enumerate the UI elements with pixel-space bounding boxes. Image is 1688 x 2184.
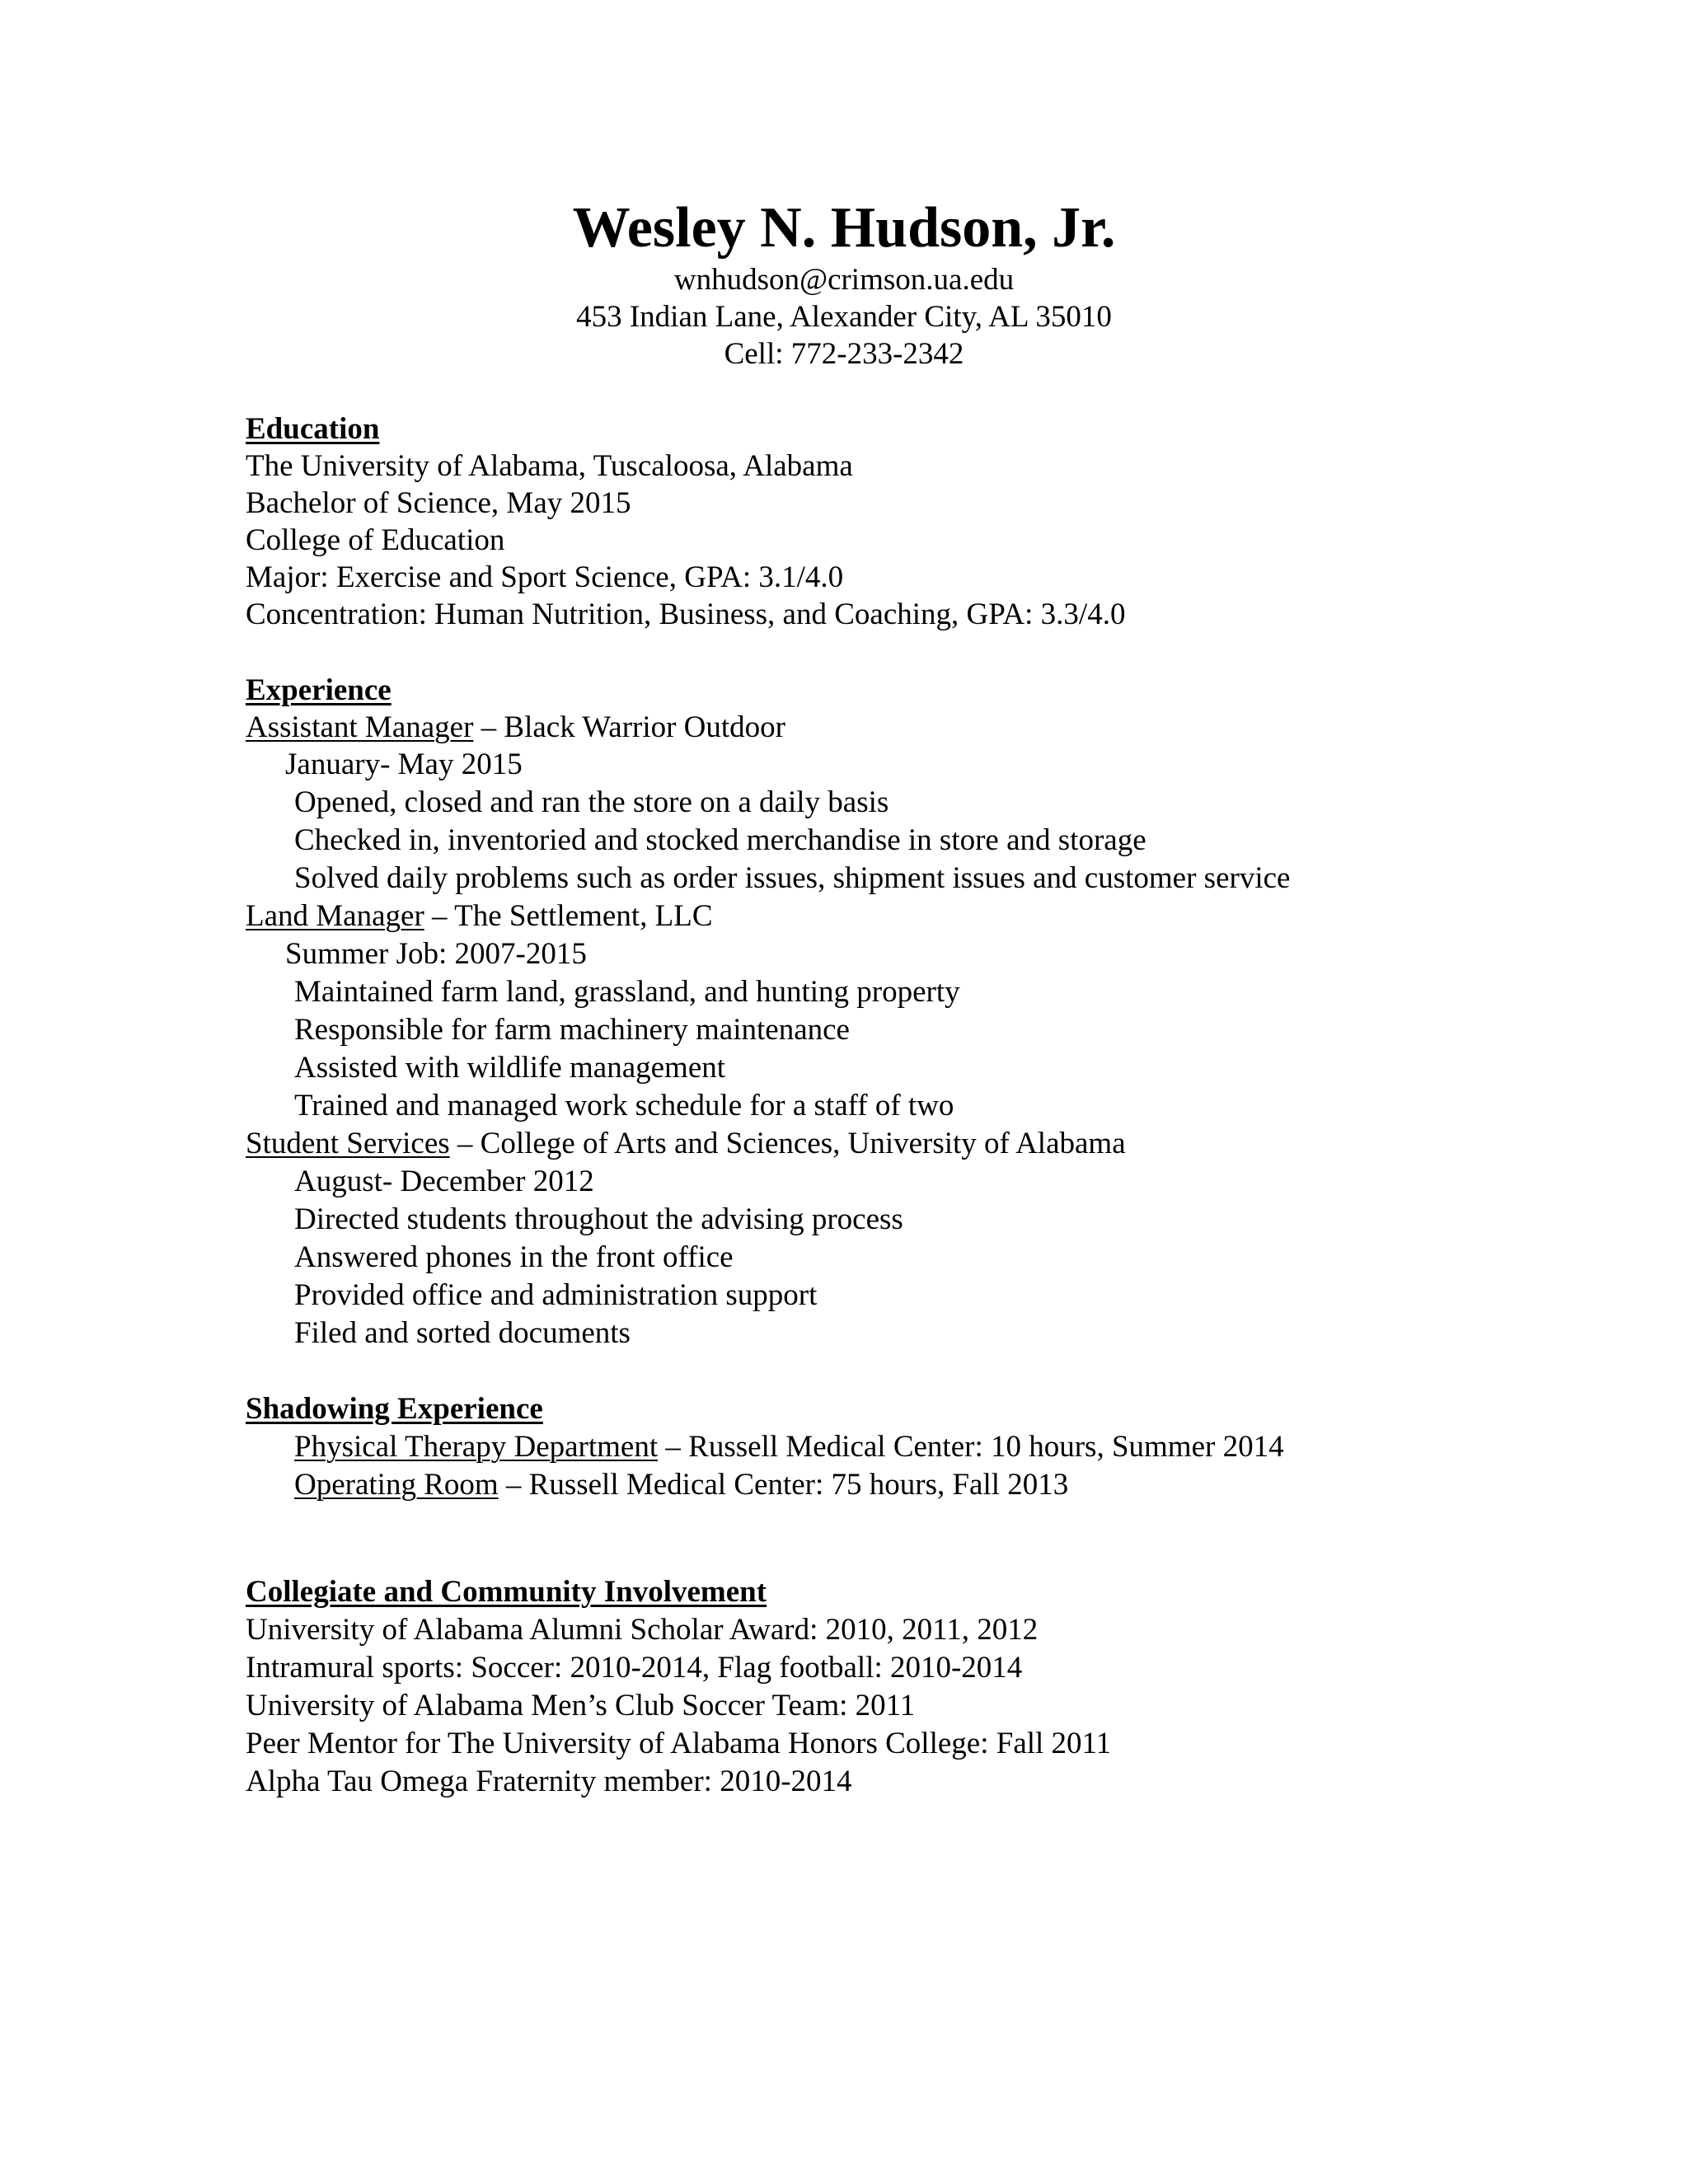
job-title: Student Services: [246, 1127, 450, 1160]
involvement-line: Alpha Tau Omega Fraternity member: 2010-2014: [246, 1765, 852, 1798]
involvement-line: University of Alabama Men’s Club Soccer Team: 2011: [246, 1689, 916, 1722]
job-duty: Maintained farm land, grassland, and hunting property: [294, 975, 960, 1009]
shadowing-item: [294, 1466, 1068, 1503]
job-duty: Trained and managed work schedule for a staff of two: [294, 1089, 954, 1122]
job-duty: Filed and sorted documents: [294, 1316, 631, 1350]
job-duty: Solved daily problems such as order issues, shipment issues and customer service: [294, 861, 1291, 895]
education-line: Concentration: Human Nutrition, Business, and Coaching, GPA: 3.3/4.0: [246, 598, 1126, 631]
job-duty: Provided office and administration support: [294, 1278, 818, 1312]
involvement-heading: Collegiate and Community Involvement: [246, 1575, 767, 1609]
job-dates: Summer Job: 2007-2015: [285, 937, 587, 971]
education-heading: Education: [246, 412, 380, 446]
job-employer: – Black Warrior Outdoor: [473, 710, 786, 744]
shadowing-title: Physical Therapy Department: [294, 1430, 659, 1464]
job-duty: Checked in, inventoried and stocked merchandise in store and storage: [294, 823, 1146, 857]
shadowing-heading: Shadowing Experience: [246, 1392, 543, 1426]
involvement-line: Intramural sports: Soccer: 2010-2014, Flag football: 2010-2014: [246, 1651, 1023, 1685]
job-employer: – The Settlement, LLC: [424, 899, 713, 933]
education-line: Bachelor of Science, May 2015: [246, 486, 631, 520]
shadowing-detail: – Russell Medical Center: 75 hours, Fall 2013: [498, 1468, 1069, 1502]
education-line: Major: Exercise and Sport Science, GPA: 3.1/4.0: [246, 560, 844, 594]
cell-phone: Cell: 772-233-2342: [724, 337, 964, 371]
job-header: [246, 709, 785, 746]
involvement-line: University of Alabama Alumni Scholar Award: 2010, 2011, 2012: [246, 1613, 1039, 1647]
job-duty: Responsible for farm machinery maintenance: [294, 1013, 850, 1047]
job-header: [246, 1125, 1126, 1162]
shadowing-item: [294, 1428, 1284, 1465]
job-duty: Opened, closed and ran the store on a daily basis: [294, 785, 889, 819]
education-line: College of Education: [246, 523, 505, 557]
involvement-line: Peer Mentor for The University of Alabama Honors College: Fall 2011: [246, 1727, 1112, 1760]
mailing-address: 453 Indian Lane, Alexander City, AL 35010: [576, 300, 1112, 334]
shadowing-detail: – Russell Medical Center: 10 hours, Summer 2014: [658, 1430, 1284, 1464]
candidate-name: Wesley N. Hudson, Jr.: [572, 196, 1116, 260]
job-dates: January- May 2015: [285, 748, 523, 781]
job-title: Assistant Manager: [246, 710, 474, 744]
job-duty: Assisted with wildlife management: [294, 1051, 726, 1085]
job-title: Land Manager: [246, 899, 424, 933]
job-header: [246, 898, 713, 935]
experience-heading: Experience: [246, 673, 392, 707]
education-line: The University of Alabama, Tuscaloosa, Alabama: [246, 449, 853, 483]
shadowing-title: Operating Room: [294, 1468, 499, 1502]
email-address: wnhudson@crimson.ua.edu: [673, 263, 1015, 297]
job-duty: Directed students throughout the advising process: [294, 1202, 903, 1236]
job-dates: August- December 2012: [294, 1165, 594, 1198]
job-employer: – College of Arts and Sciences, University of Alabama: [449, 1127, 1126, 1160]
job-duty: Answered phones in the front office: [294, 1240, 734, 1274]
